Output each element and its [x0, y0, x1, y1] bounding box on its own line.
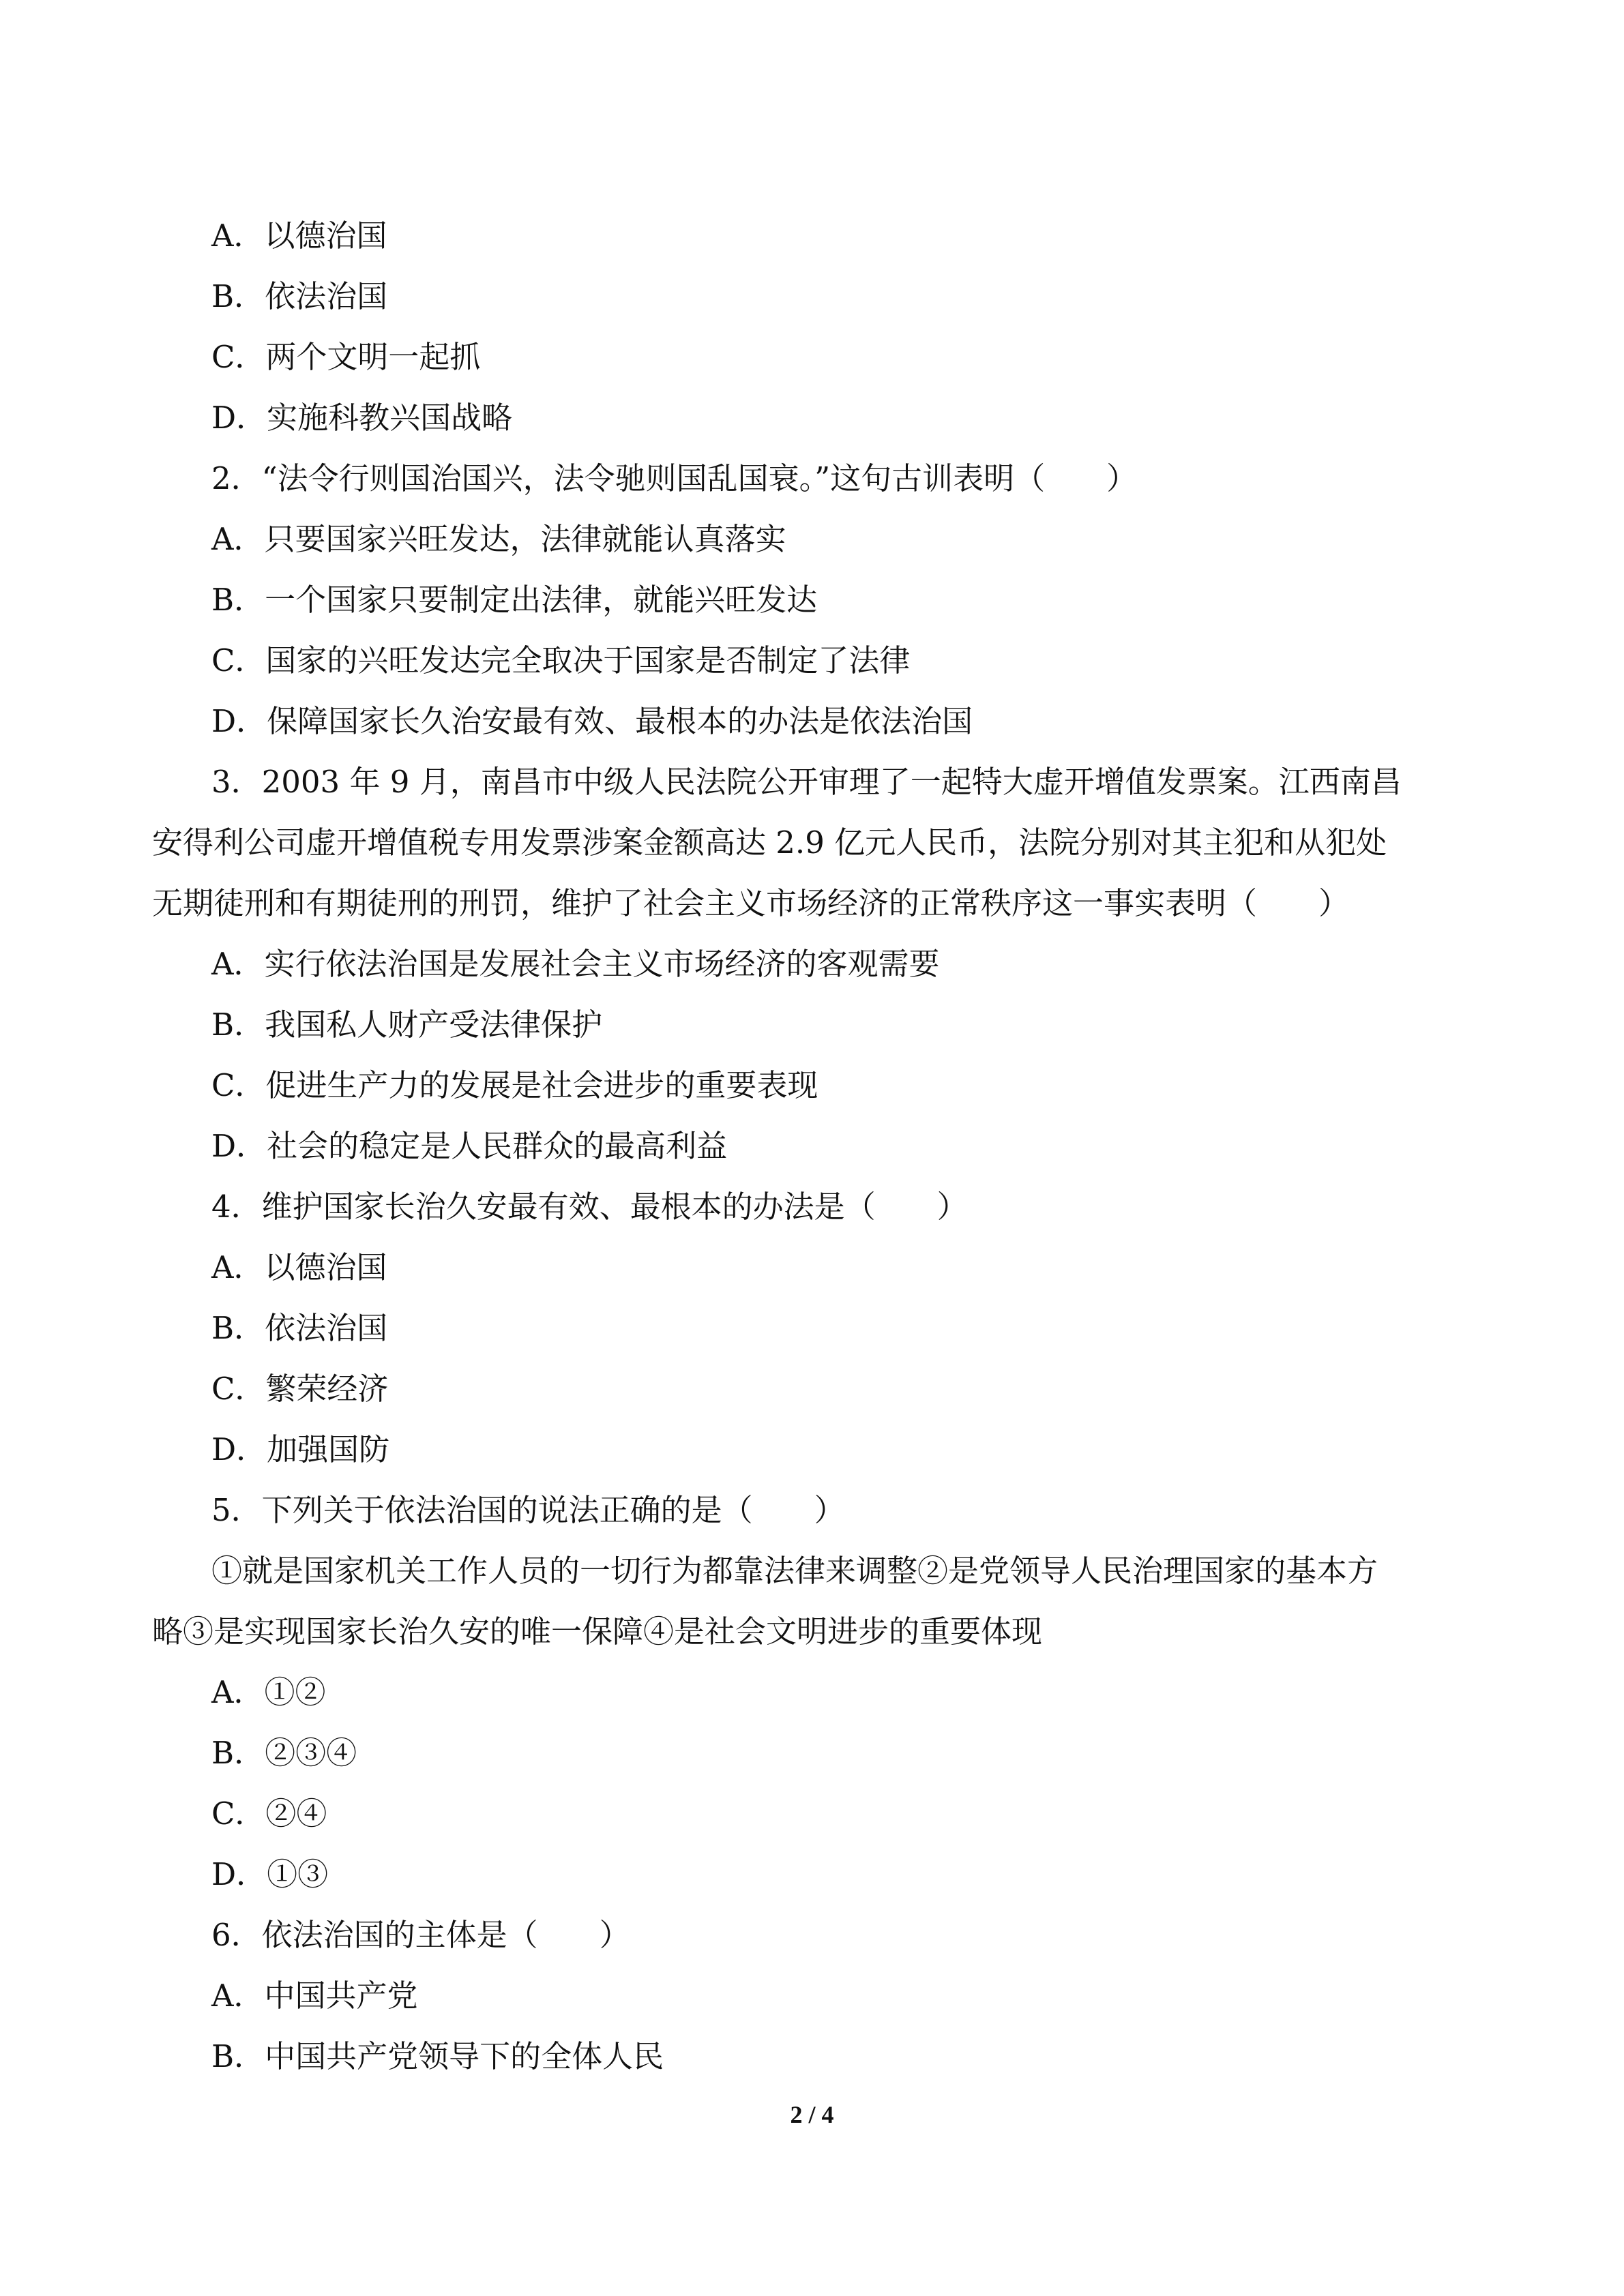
q3-option-a: A．实行依法治国是发展社会主义市场经济的客观需要	[211, 946, 940, 982]
q3-option-c: C．促进生产力的发展是社会进步的重要表现	[211, 1067, 818, 1103]
q4-option-c: C．繁荣经济	[211, 1371, 389, 1407]
q4-option-a: A．以德治国	[211, 1249, 387, 1285]
q3-option-b: B．我国私人财产受法律保护	[211, 1007, 603, 1043]
q1-option-b: B．依法治国	[211, 278, 388, 314]
q6-stem: 6．依法治国的主体是（ ）	[211, 1917, 630, 1953]
q2-stem: 2．“法令行则国治国兴，法令驰则国乱国衰。”这句古训表明（ ）	[211, 460, 1138, 496]
q6-option-b: B．中国共产党领导下的全体人民	[211, 2038, 664, 2074]
q1-option-a: A．以德治国	[211, 218, 387, 254]
q1-option-d: D．实施科教兴国战略	[211, 400, 513, 436]
q4-stem: 4．维护国家长治久安最有效、最根本的办法是（ ）	[211, 1189, 968, 1225]
q3-stem-line-2: 安得利公司虚开增值税专用发票涉案金额高达 2.9 亿元人民币，法院分别对其主犯和从犯处	[152, 824, 1387, 861]
q5-option-a: A．①②	[211, 1674, 326, 1710]
q3-stem-line-1: 3．2003 年 9 月，南昌市中级人民法院公开审理了一起特大虚开增值发票案。江西南昌	[211, 764, 1402, 800]
q2-option-a: A．只要国家兴旺发达，法律就能认真落实	[211, 521, 786, 557]
q5-stem: 5．下列关于依法治国的说法正确的是（ ）	[211, 1492, 845, 1528]
q2-option-d: D．保障国家长久治安最有效、最根本的办法是依法治国	[211, 703, 973, 739]
q5-option-c: C．②④	[211, 1795, 327, 1832]
q5-option-b: B．②③④	[211, 1735, 357, 1771]
q2-option-b: B．一个国家只要制定出法律，就能兴旺发达	[211, 582, 818, 618]
q4-option-b: B．依法治国	[211, 1310, 388, 1346]
q5-option-d: D．①③	[211, 1856, 329, 1892]
q4-option-d: D．加强国防	[211, 1431, 390, 1467]
q5-items-line-2: 略③是实现国家长治久安的唯一保障④是社会文明进步的重要体现	[152, 1613, 1043, 1650]
page-number: 2 / 4	[790, 2101, 834, 2128]
q2-option-c: C．国家的兴旺发达完全取决于国家是否制定了法律	[211, 642, 911, 679]
q3-stem-line-3: 无期徒刑和有期徒刑的刑罚，维护了社会主义市场经济的正常秩序这一事实表明（ ）	[152, 885, 1350, 921]
q6-option-a: A．中国共产党	[211, 1978, 418, 2014]
q1-option-c: C．两个文明一起抓	[211, 339, 481, 375]
q5-items-line-1: ①就是国家机关工作人员的一切行为都靠法律来调整②是党领导人民治理国家的基本方	[211, 1553, 1378, 1589]
q3-option-d: D．社会的稳定是人民群众的最高利益	[211, 1128, 728, 1164]
